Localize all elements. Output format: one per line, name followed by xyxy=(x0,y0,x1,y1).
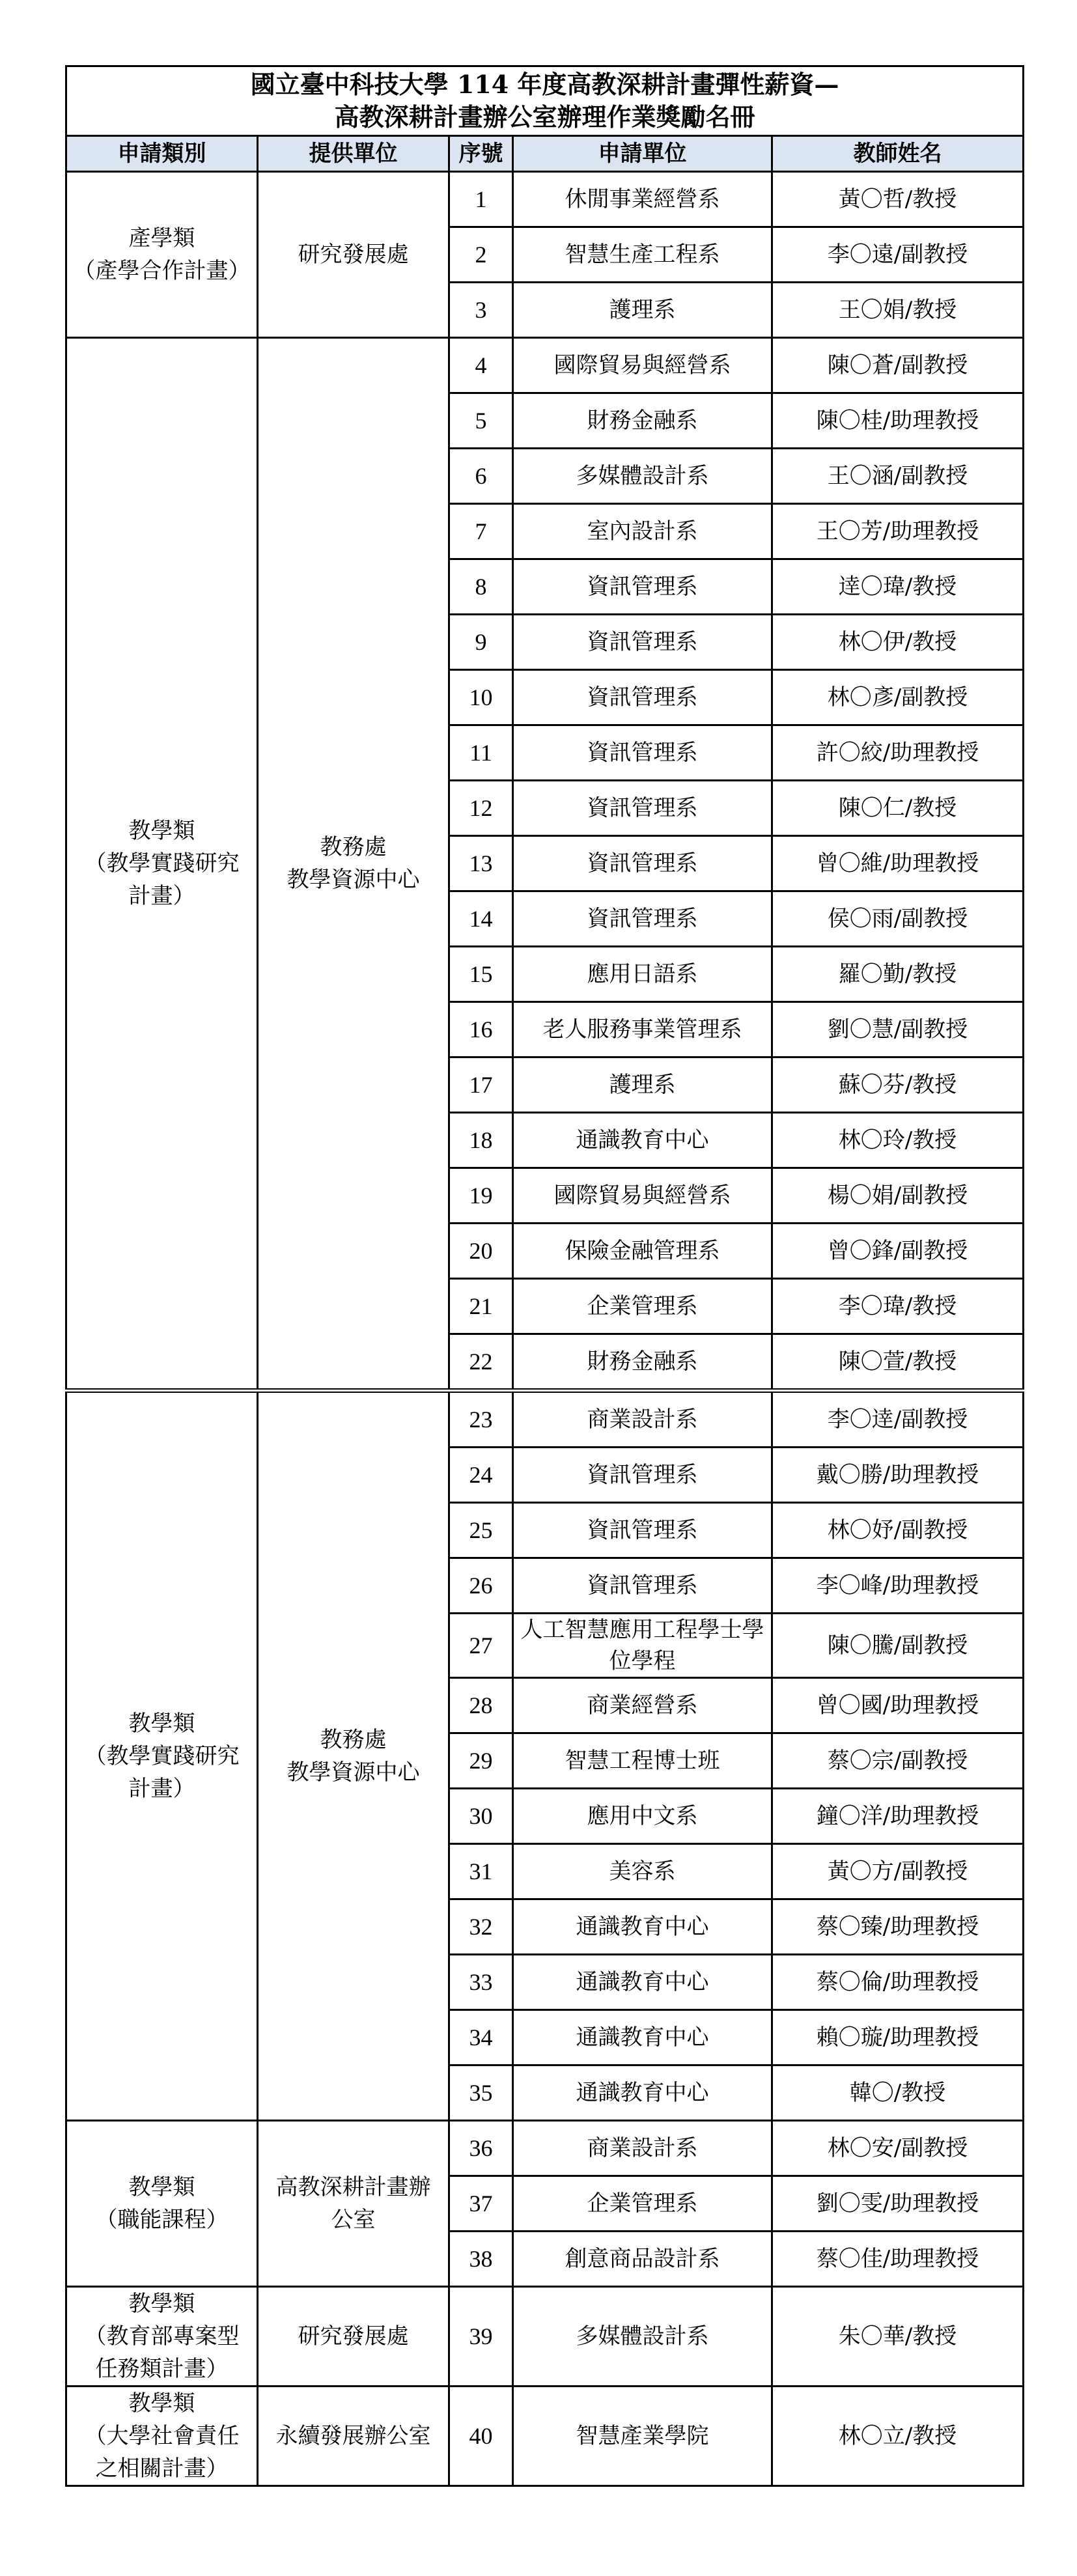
dept-cell: 國際貿易與經營系 xyxy=(513,1168,772,1224)
category-line: （教學實踐研究 xyxy=(84,1743,240,1769)
provider-line: 公室 xyxy=(331,2207,376,2233)
teacher-cell: 劉〇雯/助理教授 xyxy=(772,2176,1024,2232)
dept-cell: 商業設計系 xyxy=(513,1391,772,1448)
teacher-cell: 劉〇慧/副教授 xyxy=(772,1002,1024,1057)
dept-cell: 智慧工程博士班 xyxy=(513,1733,772,1789)
seq-cell: 9 xyxy=(449,615,513,670)
dept-cell: 國際貿易與經營系 xyxy=(513,338,772,393)
seq-cell: 18 xyxy=(449,1113,513,1168)
seq-cell: 37 xyxy=(449,2176,513,2232)
seq-cell: 35 xyxy=(449,2065,513,2121)
teacher-cell: 黃〇方/副教授 xyxy=(772,1844,1024,1899)
seq-cell: 13 xyxy=(449,836,513,891)
table-row xyxy=(66,338,1024,393)
teacher-cell: 林〇安/副教授 xyxy=(772,2121,1024,2176)
category-line: （職能課程） xyxy=(95,2207,229,2233)
dept-cell: 資訊管理系 xyxy=(513,836,772,891)
category-line: （產學合作計畫） xyxy=(73,258,251,284)
teacher-cell: 李〇峰/助理教授 xyxy=(772,1558,1024,1614)
dept-cell: 護理系 xyxy=(513,283,772,338)
seq-cell: 39 xyxy=(449,2287,513,2387)
dept-cell: 人工智慧應用工程學士學位學程 xyxy=(513,1614,772,1678)
seq-cell: 7 xyxy=(449,504,513,559)
teacher-cell: 韓〇/教授 xyxy=(772,2065,1024,2121)
dept-cell: 通識教育中心 xyxy=(513,1113,772,1168)
dept-cell: 通識教育中心 xyxy=(513,1955,772,2010)
seq-cell: 19 xyxy=(449,1168,513,1224)
dept-cell: 資訊管理系 xyxy=(513,725,772,781)
category-line: 教學類 xyxy=(128,2390,195,2416)
seq-cell: 25 xyxy=(449,1503,513,1558)
seq-cell: 40 xyxy=(449,2387,513,2486)
seq-cell: 8 xyxy=(449,559,513,615)
provider-cell xyxy=(258,2387,449,2486)
seq-cell: 34 xyxy=(449,2010,513,2065)
dept-cell: 資訊管理系 xyxy=(513,670,772,725)
title-row xyxy=(66,66,1024,136)
dept-cell: 企業管理系 xyxy=(513,2176,772,2232)
header-teacher: 教師姓名 xyxy=(772,136,1024,172)
provider-cell xyxy=(258,2287,449,2387)
dept-cell: 應用中文系 xyxy=(513,1789,772,1844)
provider-cell xyxy=(258,172,449,338)
document-title xyxy=(66,66,1024,136)
provider-cell xyxy=(258,2121,449,2287)
teacher-cell: 陳〇萱/教授 xyxy=(772,1334,1024,1391)
header-seq: 序號 xyxy=(449,136,513,172)
dept-cell: 資訊管理系 xyxy=(513,559,772,615)
teacher-cell: 林〇伊/教授 xyxy=(772,615,1024,670)
dept-cell: 應用日語系 xyxy=(513,947,772,1002)
seq-cell: 22 xyxy=(449,1334,513,1391)
provider-cell xyxy=(258,1391,449,2121)
seq-cell: 23 xyxy=(449,1391,513,1448)
seq-cell: 5 xyxy=(449,393,513,449)
teacher-cell: 逹〇瑋/教授 xyxy=(772,559,1024,615)
category-cell xyxy=(66,338,258,1391)
seq-cell: 16 xyxy=(449,1002,513,1057)
teacher-cell: 陳〇仁/教授 xyxy=(772,781,1024,836)
seq-cell: 24 xyxy=(449,1448,513,1503)
provider-line: 研究發展處 xyxy=(298,242,409,268)
seq-cell: 4 xyxy=(449,338,513,393)
category-cell xyxy=(66,2387,258,2486)
teacher-cell: 林〇立/教授 xyxy=(772,2387,1024,2486)
seq-cell: 11 xyxy=(449,725,513,781)
table-row xyxy=(66,2387,1024,2486)
seq-cell: 21 xyxy=(449,1279,513,1334)
dept-cell: 商業設計系 xyxy=(513,2121,772,2176)
seq-cell: 10 xyxy=(449,670,513,725)
seq-cell: 26 xyxy=(449,1558,513,1614)
teacher-cell: 羅〇勤/教授 xyxy=(772,947,1024,1002)
provider-line: 教學資源中心 xyxy=(287,1759,420,1785)
category-line: 教學類 xyxy=(128,818,195,844)
table-row xyxy=(66,2287,1024,2387)
dept-cell: 商業經營系 xyxy=(513,1678,772,1733)
category-cell xyxy=(66,2287,258,2387)
table-row xyxy=(66,172,1024,227)
dept-cell: 資訊管理系 xyxy=(513,1448,772,1503)
roster-table xyxy=(65,65,1024,2487)
teacher-cell: 許〇絞/助理教授 xyxy=(772,725,1024,781)
teacher-cell: 王〇芳/助理教授 xyxy=(772,504,1024,559)
dept-cell: 資訊管理系 xyxy=(513,1558,772,1614)
dept-cell: 資訊管理系 xyxy=(513,891,772,947)
teacher-cell: 侯〇雨/副教授 xyxy=(772,891,1024,947)
provider-line: 教學資源中心 xyxy=(287,867,420,893)
seq-cell: 31 xyxy=(449,1844,513,1899)
category-line: 教學類 xyxy=(128,2174,195,2200)
teacher-cell: 王〇娟/教授 xyxy=(772,283,1024,338)
dept-cell: 財務金融系 xyxy=(513,1334,772,1391)
category-line: 教學類 xyxy=(128,2291,195,2317)
seq-cell: 17 xyxy=(449,1057,513,1113)
roster-document xyxy=(65,65,1024,2487)
category-cell xyxy=(66,172,258,338)
teacher-cell: 林〇彥/副教授 xyxy=(772,670,1024,725)
teacher-cell: 曾〇維/助理教授 xyxy=(772,836,1024,891)
teacher-cell: 林〇玲/教授 xyxy=(772,1113,1024,1168)
dept-cell: 多媒體設計系 xyxy=(513,2287,772,2387)
category-line: 產學類 xyxy=(128,225,195,251)
teacher-cell: 曾〇鋒/副教授 xyxy=(772,1224,1024,1279)
seq-cell: 15 xyxy=(449,947,513,1002)
dept-cell: 企業管理系 xyxy=(513,1279,772,1334)
dept-cell: 美容系 xyxy=(513,1844,772,1899)
dept-cell: 財務金融系 xyxy=(513,393,772,449)
teacher-cell: 蘇〇芬/教授 xyxy=(772,1057,1024,1113)
teacher-cell: 蔡〇佳/助理教授 xyxy=(772,2232,1024,2287)
dept-cell: 休閒事業經營系 xyxy=(513,172,772,227)
category-line: 教學類 xyxy=(128,1711,195,1737)
provider-line: 永續發展辦公室 xyxy=(275,2423,431,2449)
dept-cell: 保險金融管理系 xyxy=(513,1224,772,1279)
seq-cell: 2 xyxy=(449,227,513,283)
teacher-cell: 王〇涵/副教授 xyxy=(772,449,1024,504)
dept-cell: 多媒體設計系 xyxy=(513,449,772,504)
teacher-cell: 李〇逹/副教授 xyxy=(772,1391,1024,1448)
category-cell xyxy=(66,1391,258,2121)
seq-cell: 27 xyxy=(449,1614,513,1678)
teacher-cell: 賴〇璇/助理教授 xyxy=(772,2010,1024,2065)
provider-line: 研究發展處 xyxy=(298,2323,409,2349)
category-line: 之相關計畫） xyxy=(95,2456,229,2482)
dept-cell: 通識教育中心 xyxy=(513,1899,772,1955)
dept-cell: 智慧生產工程系 xyxy=(513,227,772,283)
teacher-cell: 朱〇華/教授 xyxy=(772,2287,1024,2387)
dept-cell: 資訊管理系 xyxy=(513,615,772,670)
seq-cell: 6 xyxy=(449,449,513,504)
category-line: （教育部專案型 xyxy=(84,2323,240,2349)
seq-cell: 30 xyxy=(449,1789,513,1844)
header-dept: 申請單位 xyxy=(513,136,772,172)
dept-cell: 老人服務事業管理系 xyxy=(513,1002,772,1057)
teacher-cell: 蔡〇宗/副教授 xyxy=(772,1733,1024,1789)
teacher-cell: 蔡〇臻/助理教授 xyxy=(772,1899,1024,1955)
teacher-cell: 李〇瑋/教授 xyxy=(772,1279,1024,1334)
teacher-cell: 蔡〇倫/助理教授 xyxy=(772,1955,1024,2010)
seq-cell: 32 xyxy=(449,1899,513,1955)
header-category: 申請類別 xyxy=(66,136,258,172)
seq-cell: 33 xyxy=(449,1955,513,2010)
dept-cell: 資訊管理系 xyxy=(513,781,772,836)
dept-cell: 智慧產業學院 xyxy=(513,2387,772,2486)
seq-cell: 3 xyxy=(449,283,513,338)
category-line: 計畫） xyxy=(128,883,195,909)
teacher-cell: 楊〇娟/副教授 xyxy=(772,1168,1024,1224)
table-row xyxy=(66,2121,1024,2176)
teacher-cell: 黃〇哲/教授 xyxy=(772,172,1024,227)
dept-cell: 通識教育中心 xyxy=(513,2010,772,2065)
table-row xyxy=(66,1391,1024,1448)
provider-line: 高教深耕計畫辦 xyxy=(275,2174,431,2200)
seq-cell: 36 xyxy=(449,2121,513,2176)
category-line: 計畫） xyxy=(128,1776,195,1802)
dept-cell: 通識教育中心 xyxy=(513,2065,772,2121)
seq-cell: 28 xyxy=(449,1678,513,1733)
header-provider: 提供單位 xyxy=(258,136,449,172)
seq-cell: 20 xyxy=(449,1224,513,1279)
seq-cell: 29 xyxy=(449,1733,513,1789)
teacher-cell: 鐘〇洋/助理教授 xyxy=(772,1789,1024,1844)
header-row xyxy=(66,136,1024,172)
provider-cell xyxy=(258,338,449,1391)
dept-cell: 創意商品設計系 xyxy=(513,2232,772,2287)
teacher-cell: 陳〇騰/副教授 xyxy=(772,1614,1024,1678)
seq-cell: 1 xyxy=(449,172,513,227)
teacher-cell: 李〇遠/副教授 xyxy=(772,227,1024,283)
seq-cell: 14 xyxy=(449,891,513,947)
teacher-cell: 陳〇蒼/副教授 xyxy=(772,338,1024,393)
category-line: 任務類計畫） xyxy=(95,2356,229,2382)
dept-cell: 護理系 xyxy=(513,1057,772,1113)
category-line: （教學實踐研究 xyxy=(84,850,240,876)
seq-cell: 38 xyxy=(449,2232,513,2287)
teacher-cell: 曾〇國/助理教授 xyxy=(772,1678,1024,1733)
seq-cell: 12 xyxy=(449,781,513,836)
teacher-cell: 戴〇勝/助理教授 xyxy=(772,1448,1024,1503)
category-cell xyxy=(66,2121,258,2287)
category-line: （大學社會責任 xyxy=(84,2423,240,2449)
dept-cell: 室內設計系 xyxy=(513,504,772,559)
dept-cell: 資訊管理系 xyxy=(513,1503,772,1558)
title-line-2: 高教深耕計畫辦公室辦理作業獎勵名冊 xyxy=(334,102,755,132)
title-line-1: 國立臺中科技大學 114 年度高教深耕計畫彈性薪資— xyxy=(250,70,839,99)
teacher-cell: 陳〇桂/助理教授 xyxy=(772,393,1024,449)
teacher-cell: 林〇妤/副教授 xyxy=(772,1503,1024,1558)
provider-line: 教務處 xyxy=(320,834,387,860)
provider-line: 教務處 xyxy=(320,1727,387,1753)
